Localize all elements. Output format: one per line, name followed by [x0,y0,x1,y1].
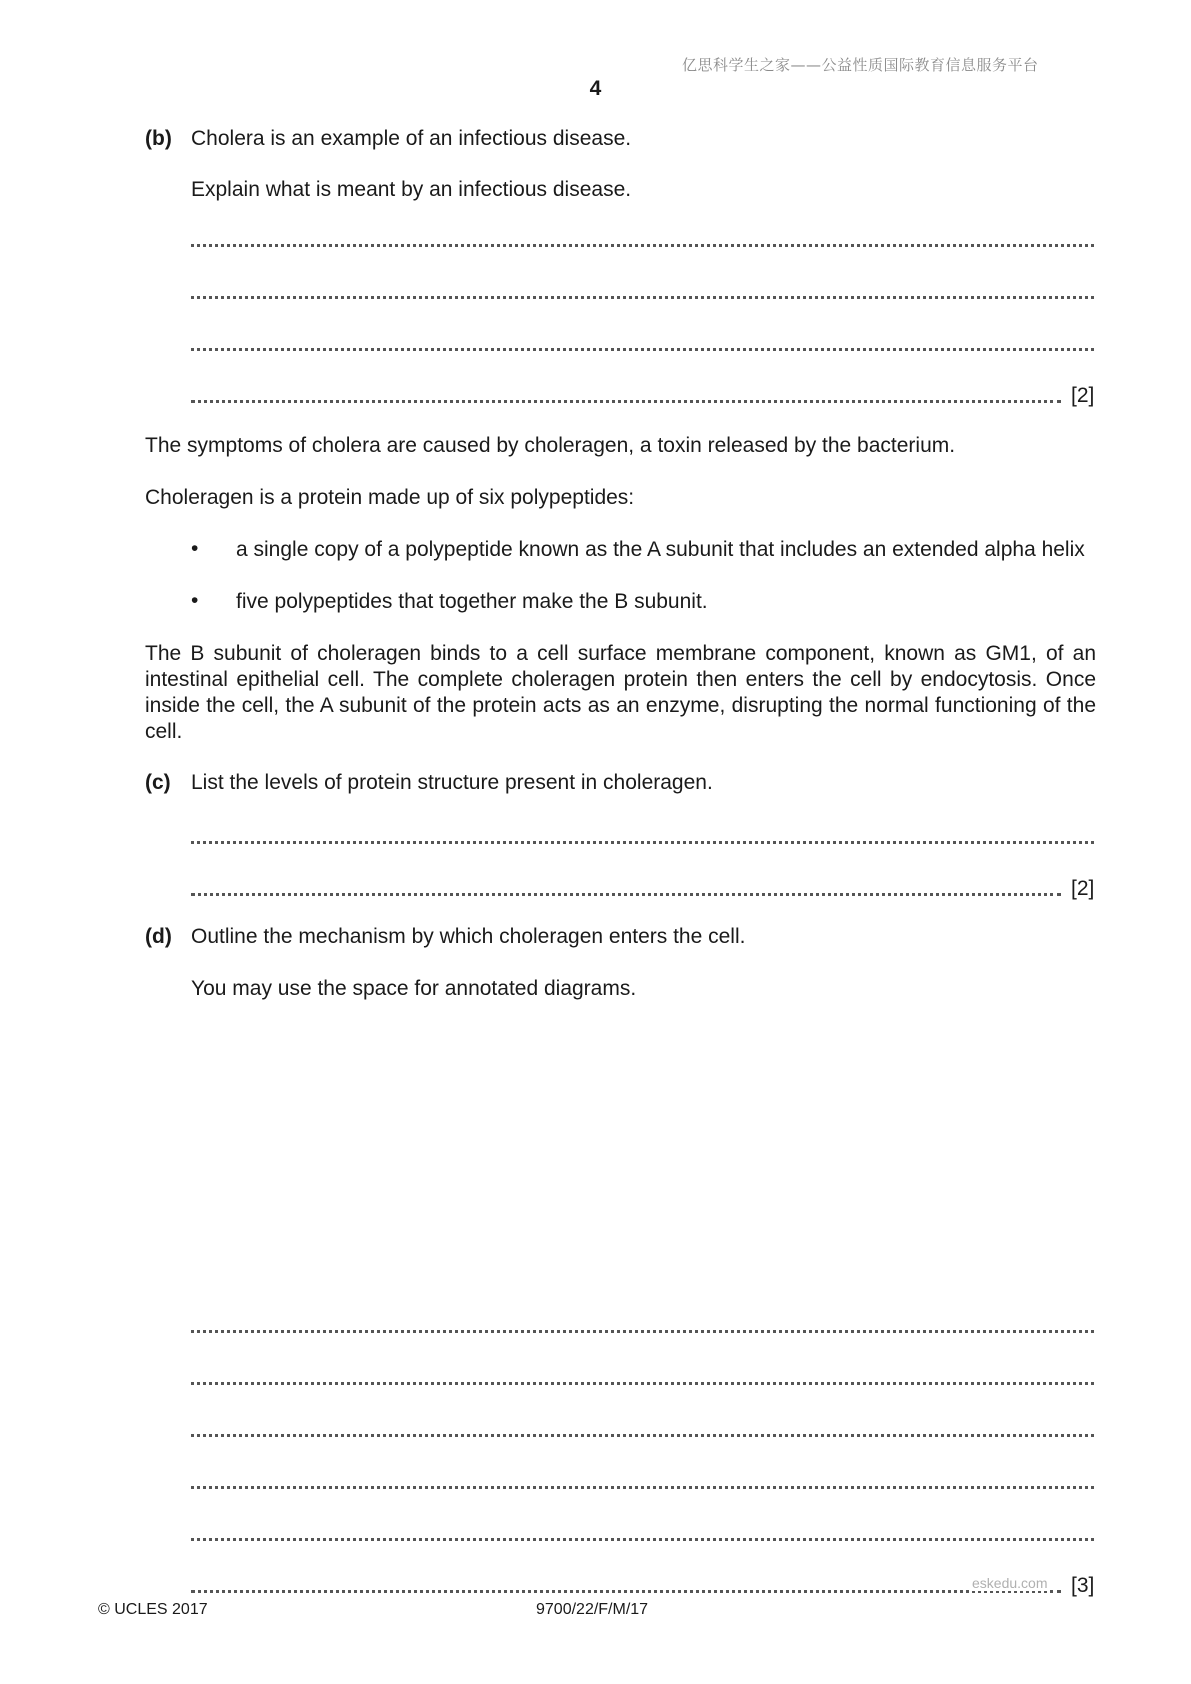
answer-line-b-3[interactable] [191,328,1094,351]
answer-line-d-5[interactable] [191,1518,1094,1541]
part-d-marks: [3] [1071,1574,1095,1597]
intro-paragraph-1: The symptoms of cholera are caused by choleragen, a toxin released by the bacterium. [145,434,956,457]
bullet-1-text: a single copy of a polypeptide known as the A subunit that includes an extended alpha helix [236,538,1085,561]
answer-line-d-6[interactable] [191,1570,1061,1593]
part-c-label: (c) [145,771,171,794]
part-d-label: (d) [145,925,172,948]
part-d-instruction: You may use the space for annotated diagrams. [191,977,637,1000]
part-c-statement: List the levels of protein structure present in choleragen. [191,771,713,794]
site-watermark: eskedu.com [972,1575,1048,1591]
part-b-statement: Cholera is an example of an infectious disease. [191,127,632,150]
answer-line-c-1[interactable] [191,821,1094,844]
answer-line-d-1[interactable] [191,1310,1094,1333]
answer-line-d-2[interactable] [191,1362,1094,1385]
diagram-space[interactable] [191,1020,1094,1300]
bullet-1-marker: • [191,537,199,560]
part-d-statement: Outline the mechanism by which choleragen enters the cell. [191,925,746,948]
part-b-instruction: Explain what is meant by an infectious disease. [191,178,632,201]
part-c-marks: [2] [1071,877,1095,900]
intro-paragraph-3: The B subunit of choleragen binds to a cell surface membrane component, known as GM1, of an intestinal epithelial cell. The complete choleragen protein then enters the cell by endocytosis. Once inside the cell, the A subunit of the protein acts as an enzyme, disrupting the normal functioning of the cell. [145,642,1096,743]
intro-paragraph-2: Choleragen is a protein made up of six polypeptides: [145,486,635,509]
part-b-label: (b) [145,127,172,150]
answer-line-b-2[interactable] [191,276,1094,299]
answer-line-c-2[interactable] [191,873,1061,896]
answer-line-d-3[interactable] [191,1414,1094,1437]
page-number: 4 [589,77,602,100]
part-b-marks: [2] [1071,384,1095,407]
bullet-2-marker: • [191,589,199,612]
answer-line-d-4[interactable] [191,1466,1094,1489]
answer-line-b-1[interactable] [191,224,1094,247]
bullet-2-text: five polypeptides that together make the B subunit. [236,590,708,613]
answer-line-b-4[interactable] [191,380,1061,403]
footer-copyright: © UCLES 2017 [98,1601,208,1618]
header-watermark: 亿思科学生之家——公益性质国际教育信息服务平台 [682,56,1039,74]
footer-paper-code: 9700/22/F/M/17 [536,1601,649,1618]
